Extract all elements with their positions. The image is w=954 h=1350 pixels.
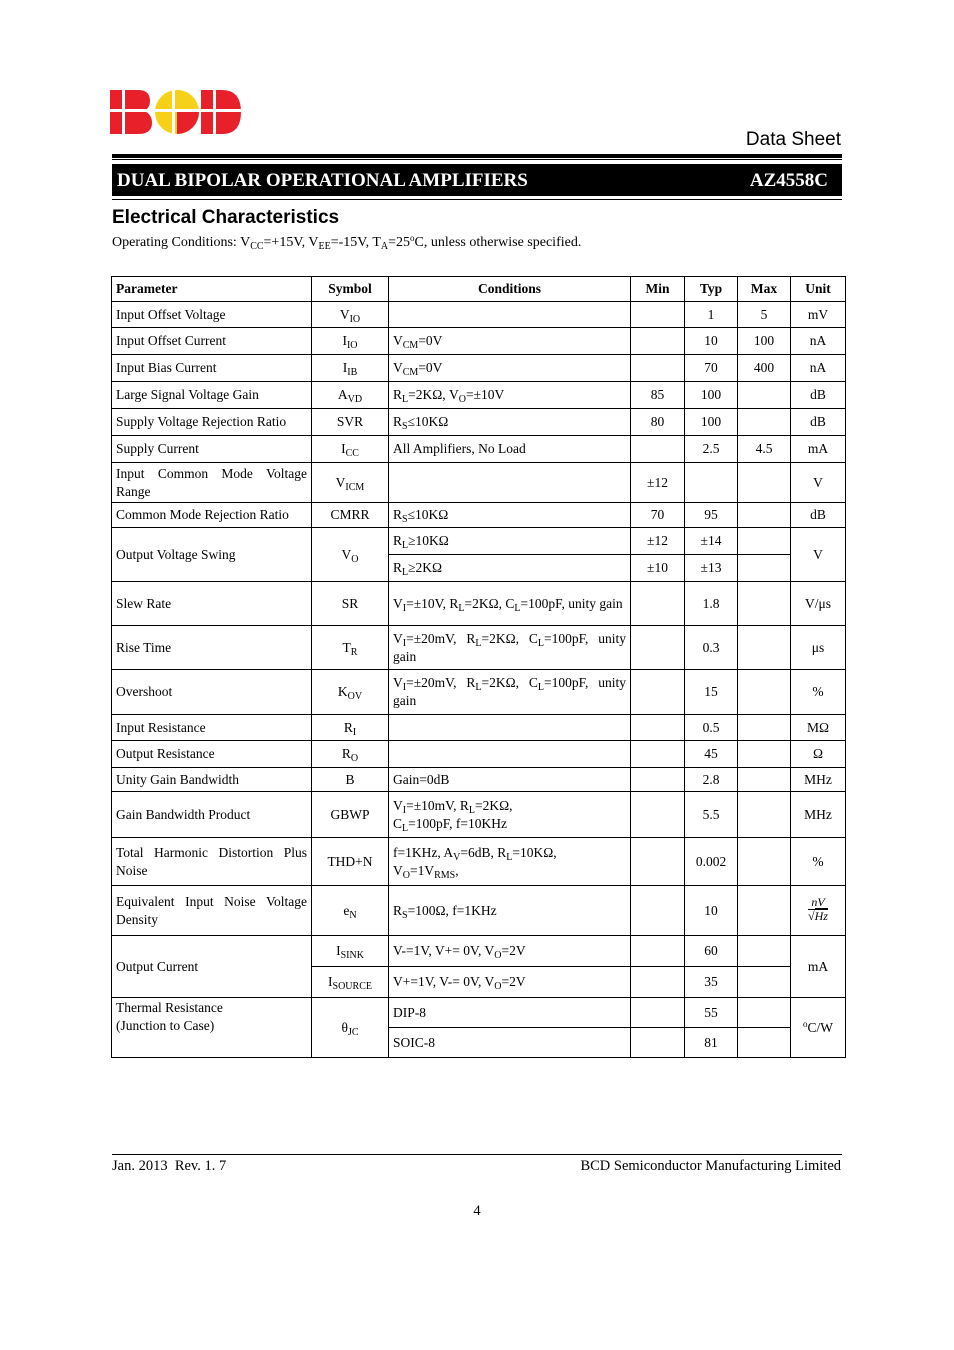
table-row — [112, 302, 846, 328]
cond-cell — [389, 715, 631, 741]
header-typ: Typ — [685, 277, 738, 302]
max-cell — [738, 582, 791, 626]
typ-cell: 10 — [685, 328, 738, 355]
param-cell: Output Current — [112, 936, 312, 998]
symbol-cell: $R_I$ — [312, 715, 389, 741]
typ-cell: 5.5 — [685, 792, 738, 838]
unit-cell: V — [791, 528, 846, 582]
symbol-cell: THD+N — [312, 838, 389, 886]
min-cell — [631, 302, 685, 328]
typ-cell: 81 — [685, 1028, 738, 1058]
param-cell: Large Signal Voltage Gain — [112, 382, 312, 409]
param-cell: Input Offset Current — [112, 328, 312, 355]
typ-cell: 60 — [685, 936, 738, 967]
unit-cell: % — [791, 670, 846, 715]
param-cell: Gain Bandwidth Product — [112, 792, 312, 838]
electrical-characteristics-table — [111, 276, 846, 1058]
table-row — [112, 463, 846, 503]
symbol-cell: $I_{IO}$ — [312, 328, 389, 355]
min-cell — [631, 626, 685, 670]
min-cell — [631, 838, 685, 886]
min-cell: ±12 — [631, 463, 685, 503]
cond-cell: SOIC-8 — [389, 1028, 631, 1058]
min-cell — [631, 741, 685, 768]
param-cell: Common Mode Rejection Ratio — [112, 503, 312, 528]
param-cell: Input Common Mode Voltage Range — [112, 463, 312, 503]
unit-cell: $^o$C/W — [791, 998, 846, 1058]
symbol-cell: SVR — [312, 409, 389, 436]
typ-cell: 100 — [685, 409, 738, 436]
table-row — [112, 768, 846, 792]
min-cell — [631, 328, 685, 355]
symbol-cell: $\theta_{JC}$ — [312, 998, 389, 1058]
typ-cell: 95 — [685, 503, 738, 528]
min-cell — [631, 1028, 685, 1058]
max-cell — [738, 382, 791, 409]
header-min: Min — [631, 277, 685, 302]
param-cell: Supply Voltage Rejection Ratio — [112, 409, 312, 436]
min-cell — [631, 670, 685, 715]
param-cell: Input Resistance — [112, 715, 312, 741]
param-cell: Rise Time — [112, 626, 312, 670]
min-cell — [631, 886, 685, 936]
table-row — [112, 886, 846, 936]
table-row — [112, 998, 846, 1028]
unit-cell: nA — [791, 355, 846, 382]
param-cell: Input Offset Voltage — [112, 302, 312, 328]
symbol-cell: SR — [312, 582, 389, 626]
table-row — [112, 582, 846, 626]
param-cell: Output Voltage Swing — [112, 528, 312, 582]
cond-cell: $V_I=\pm 20mV$, $R_L=2K\Omega$, $C_L=100pF$, unity gain — [389, 670, 631, 715]
min-cell — [631, 436, 685, 463]
typ-cell: 55 — [685, 998, 738, 1028]
table-row — [112, 436, 846, 463]
cond-cell — [389, 463, 631, 503]
cond-cell: $V_{CM}=0V$ — [389, 355, 631, 382]
footer-company: BCD Semiconductor Manufacturing Limited — [580, 1158, 841, 1174]
cond-cell: $V_{CM}=0V$ — [389, 328, 631, 355]
cond-cell: All Amplifiers, No Load — [389, 436, 631, 463]
header-max: Max — [738, 277, 791, 302]
page-number: 4 — [473, 1203, 481, 1219]
unit-cell — [791, 886, 846, 936]
min-cell: 80 — [631, 409, 685, 436]
min-cell — [631, 768, 685, 792]
cond-cell — [389, 741, 631, 768]
unit-cell: Ω — [791, 741, 846, 768]
unit-cell: MHz — [791, 768, 846, 792]
cond-cell — [389, 302, 631, 328]
doc-type-label: Data Sheet — [745, 129, 841, 150]
cond-cell: $V_I=\pm 20mV$, $R_L=2K\Omega$, $C_L=100pF$, unity gain — [389, 626, 631, 670]
max-cell — [738, 792, 791, 838]
min-cell: 70 — [631, 503, 685, 528]
min-cell — [631, 998, 685, 1028]
unit-cell: MΩ — [791, 715, 846, 741]
header-rule-thin — [112, 159, 842, 160]
document-title: DUAL BIPOLAR OPERATIONAL AMPLIFIERS — [117, 170, 528, 191]
cond-cell: DIP-8 — [389, 998, 631, 1028]
typ-cell: 0.5 — [685, 715, 738, 741]
typ-cell: 2.8 — [685, 768, 738, 792]
table-row — [112, 936, 846, 967]
header-conditions: Conditions — [389, 277, 631, 302]
symbol-cell: $V_{IO}$ — [312, 302, 389, 328]
cond-cell: $R_L\ge 2K\Omega$ — [389, 555, 631, 582]
symbol-cell: $I_{SOURCE}$ — [312, 967, 389, 998]
max-cell — [738, 715, 791, 741]
unit-cell: V — [791, 463, 846, 503]
typ-cell: 10 — [685, 886, 738, 936]
unit-cell: dB — [791, 409, 846, 436]
max-cell: 4.5 — [738, 436, 791, 463]
typ-cell — [685, 463, 738, 503]
table-row — [112, 409, 846, 436]
symbol-cell: $I_{SINK}$ — [312, 936, 389, 967]
param-cell: Total Harmonic Distortion Plus Noise — [112, 838, 312, 886]
param-cell: Unity Gain Bandwidth — [112, 768, 312, 792]
max-cell — [738, 936, 791, 967]
max-cell — [738, 768, 791, 792]
unit-cell: dB — [791, 382, 846, 409]
param-cell: Overshoot — [112, 670, 312, 715]
min-cell — [631, 792, 685, 838]
unit-cell: mA — [791, 436, 846, 463]
max-cell: 5 — [738, 302, 791, 328]
footer-date-revision: Jan. 2013 Rev. 1. 7 — [112, 1158, 227, 1174]
unit-cell: mA — [791, 936, 846, 998]
section-title: Electrical Characteristics — [112, 207, 340, 228]
max-cell — [738, 838, 791, 886]
header-symbol: Symbol — [312, 277, 389, 302]
unit-cell: V/μs — [791, 582, 846, 626]
title-bar — [112, 164, 842, 196]
table-row — [112, 838, 846, 886]
max-cell — [738, 998, 791, 1028]
typ-cell: 70 — [685, 355, 738, 382]
header-rule — [112, 154, 842, 158]
max-cell — [738, 886, 791, 936]
cond-cell: $R_L=2K\Omega$, $V_O=\pm 10V$ — [389, 382, 631, 409]
max-cell — [738, 670, 791, 715]
cond-cell: $R_S\le 10K\Omega$ — [389, 409, 631, 436]
param-cell: Thermal Resistance (Junction to Case) — [112, 998, 312, 1058]
min-cell: ±12 — [631, 528, 685, 555]
table-row — [112, 382, 846, 409]
typ-cell: 100 — [685, 382, 738, 409]
typ-cell: 35 — [685, 967, 738, 998]
table-row — [112, 528, 846, 555]
param-cell: Input Bias Current — [112, 355, 312, 382]
max-cell: 100 — [738, 328, 791, 355]
symbol-cell: $A_{VD}$ — [312, 382, 389, 409]
noise-unit-fraction: $\frac{nV}{√Hz}$ — [808, 895, 828, 923]
typ-cell: 0.3 — [685, 626, 738, 670]
max-cell — [738, 555, 791, 582]
max-cell — [738, 967, 791, 998]
symbol-cell: $I_{IB}$ — [312, 355, 389, 382]
typ-cell: 45 — [685, 741, 738, 768]
table-row — [112, 626, 846, 670]
typ-cell: ±13 — [685, 555, 738, 582]
symbol-cell: CMRR — [312, 503, 389, 528]
cond-cell: $V_I=\pm 10V$, $R_L=2K\Omega$, $C_L=100pF$, unity gain — [389, 582, 631, 626]
max-cell: 400 — [738, 355, 791, 382]
max-cell — [738, 503, 791, 528]
unit-cell: mV — [791, 302, 846, 328]
unit-cell: dB — [791, 503, 846, 528]
table-row — [112, 355, 846, 382]
cond-cell: $V_I=\pm 10mV$, $R_L=2K\Omega$, $C_L=100pF$, f=10KHz — [389, 792, 631, 838]
param-cell: Output Resistance — [112, 741, 312, 768]
bcd-logo-graphic — [110, 88, 242, 136]
table-row — [112, 670, 846, 715]
cond-cell: Gain=0dB — [389, 768, 631, 792]
max-cell — [738, 463, 791, 503]
symbol-cell: $e_N$ — [312, 886, 389, 936]
unit-cell: μs — [791, 626, 846, 670]
title-underline — [112, 199, 842, 200]
unit-cell: nA — [791, 328, 846, 355]
table-row — [112, 328, 846, 355]
symbol-cell: $V_{ICM}$ — [312, 463, 389, 503]
param-cell: Supply Current — [112, 436, 312, 463]
min-cell — [631, 936, 685, 967]
typ-cell: 2.5 — [685, 436, 738, 463]
max-cell — [738, 1028, 791, 1058]
unit-cell: MHz — [791, 792, 846, 838]
min-cell — [631, 715, 685, 741]
part-number: AZ4558C — [749, 170, 828, 191]
cond-cell: $R_S\le 10K\Omega$ — [389, 503, 631, 528]
symbol-cell: $V_O$ — [312, 528, 389, 582]
operating-conditions: Operating Conditions: $V_{CC}=+15V$, $V_{EE}=-15V$, $T_A=25^oC$, unless otherwise specified. — [112, 233, 582, 252]
min-cell — [631, 967, 685, 998]
symbol-cell: $K_{OV}$ — [312, 670, 389, 715]
cond-cell: V-=1V, V+= 0V, $V_O=2V$ — [389, 936, 631, 967]
table-row — [112, 715, 846, 741]
table-row — [112, 792, 846, 838]
min-cell — [631, 355, 685, 382]
typ-cell: 15 — [685, 670, 738, 715]
bcd-logo — [110, 88, 242, 136]
table-row — [112, 741, 846, 768]
max-cell — [738, 528, 791, 555]
symbol-cell: $T_R$ — [312, 626, 389, 670]
symbol-cell: B — [312, 768, 389, 792]
symbol-cell: GBWP — [312, 792, 389, 838]
param-cell: Equivalent Input Noise Voltage Density — [112, 886, 312, 936]
min-cell — [631, 582, 685, 626]
footer-rule — [112, 1154, 842, 1155]
table-row — [112, 503, 846, 528]
min-cell: ±10 — [631, 555, 685, 582]
max-cell — [738, 626, 791, 670]
cond-cell: f=1KHz, $A_V=6dB$, $R_L=10K\Omega$, $V_O=1V_{RMS}$, — [389, 838, 631, 886]
typ-cell: 1 — [685, 302, 738, 328]
header-unit: Unit — [791, 277, 846, 302]
max-cell — [738, 409, 791, 436]
cond-cell: $R_S=100\Omega$, f=1KHz — [389, 886, 631, 936]
table-header-row — [112, 277, 846, 302]
cond-cell: V+=1V, V-= 0V, $V_O=2V$ — [389, 967, 631, 998]
typ-cell: 0.002 — [685, 838, 738, 886]
typ-cell: 1.8 — [685, 582, 738, 626]
min-cell: 85 — [631, 382, 685, 409]
header-parameter: Parameter — [112, 277, 312, 302]
typ-cell: ±14 — [685, 528, 738, 555]
unit-cell: % — [791, 838, 846, 886]
param-cell: Slew Rate — [112, 582, 312, 626]
max-cell — [738, 741, 791, 768]
symbol-cell: $R_O$ — [312, 741, 389, 768]
cond-cell: $R_L\ge 10K\Omega$ — [389, 528, 631, 555]
symbol-cell: $I_{CC}$ — [312, 436, 389, 463]
